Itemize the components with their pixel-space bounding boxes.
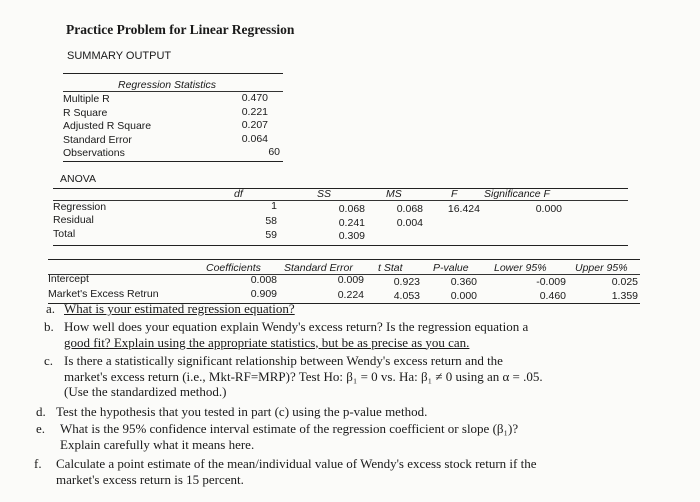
summary-output-heading: SUMMARY OUTPUT — [67, 50, 172, 62]
coef-value: 0.008 — [250, 274, 277, 286]
coef-lower-95: 0.460 — [539, 290, 566, 302]
question-line: What is your estimated regression equation? — [64, 301, 295, 316]
question-label: a. — [46, 301, 56, 316]
anova-ss: 0.309 — [338, 230, 365, 242]
coef-t-stat: 0.923 — [393, 276, 420, 288]
regression-statistics-header: Regression Statistics — [118, 79, 217, 91]
anova-header-ss: SS — [317, 188, 332, 200]
coef-header-p-value: P-value — [433, 262, 469, 274]
question-label: e. — [36, 421, 46, 436]
question-line: How well does your equation explain Wendy's excess return? Is the regression equation a — [64, 319, 529, 334]
question-line: Calculate a point estimate of the mean/individual value of Wendy's excess stock return if the — [56, 456, 537, 471]
coef-standard-error: 0.009 — [337, 274, 364, 286]
question-line: Test the hypothesis that you tested in part (c) using the p-value method. — [56, 404, 428, 419]
anova-ss: 0.068 — [338, 203, 365, 215]
stat-value: 0.470 — [241, 92, 268, 104]
stat-label: R Square — [63, 107, 108, 119]
anova-df: 58 — [265, 215, 277, 227]
stat-label: Standard Error — [63, 134, 132, 146]
question-line: good fit? Explain using the appropriate statistics, but be as precise as you can. — [64, 334, 470, 350]
coef-standard-error: 0.224 — [337, 289, 364, 301]
question-label: d. — [36, 404, 46, 419]
coef-header-t-stat: t Stat — [378, 262, 403, 274]
coef-row-label: Market's Excess Retrun — [48, 288, 159, 300]
anova-ms: 0.068 — [396, 203, 423, 215]
question-e — [36, 421, 518, 452]
coef-header-standard-error: Standard Error — [284, 262, 353, 274]
page-title: Practice Problem for Linear Regression — [66, 22, 295, 37]
coef-upper-95: 0.025 — [611, 276, 638, 288]
coef-lower-95: -0.009 — [536, 276, 566, 288]
coef-value: 0.909 — [250, 288, 277, 300]
question-label: c. — [44, 353, 54, 368]
anova-df: 1 — [271, 200, 277, 212]
question-b — [44, 319, 528, 350]
anova-row-label: Residual — [53, 214, 94, 226]
anova-row-label: Regression — [53, 201, 107, 213]
question-label: b. — [44, 319, 54, 334]
question-line: Explain carefully what it means here. — [60, 436, 255, 452]
anova-f: 16.424 — [447, 203, 480, 215]
anova-header-ms: MS — [386, 188, 402, 200]
stat-value: 60 — [268, 146, 280, 158]
stat-value: 0.207 — [241, 119, 268, 131]
anova-ss: 0.241 — [338, 217, 365, 229]
coef-t-stat: 4.053 — [393, 290, 420, 302]
coef-upper-95: 1.359 — [611, 290, 638, 302]
coef-header-coefficients: Coefficients — [206, 262, 261, 274]
question-line: (Use the standardized method.) — [64, 384, 227, 399]
anova-header-df: df — [234, 188, 243, 200]
question-line: market's excess return (i.e., Mkt-RF=MRP)? Test Ho: β₁ = 0 vs. Ha: β₁ ≠ 0 using an α = .05. — [64, 368, 543, 384]
stat-label: Multiple R — [63, 93, 110, 105]
stat-value: 0.064 — [241, 133, 268, 145]
stat-label: Adjusted R Square — [63, 120, 152, 132]
coef-row-label: Intercept — [48, 273, 89, 285]
anova-header-f: F — [451, 188, 458, 200]
question-line: market's excess return is 15 percent. — [56, 471, 244, 487]
coef-header-lower-95: Lower 95% — [494, 262, 547, 274]
anova-row-label: Total — [53, 228, 76, 240]
coef-header-upper-95: Upper 95% — [575, 262, 628, 274]
question-c — [44, 353, 543, 400]
anova-df: 59 — [265, 229, 277, 241]
anova-title: ANOVA — [60, 173, 96, 185]
question-line: Is there a statistically significant relationship between Wendy's excess return and the — [64, 353, 503, 368]
question-a — [46, 301, 295, 317]
question-f — [34, 456, 536, 487]
anova-ms: 0.004 — [396, 217, 423, 229]
question-d — [36, 404, 427, 420]
stat-label: Observations — [63, 147, 125, 159]
coef-p-value: 0.360 — [450, 276, 477, 288]
question-label: f. — [34, 456, 42, 471]
anova-significance-f: 0.000 — [535, 203, 562, 215]
stat-value: 0.221 — [241, 106, 268, 118]
question-line: What is the 95% confidence interval estimate of the regression coefficient or slope (β₁)? — [60, 421, 519, 436]
coef-p-value: 0.000 — [450, 290, 477, 302]
anova-header-significance-f: Significance F — [484, 188, 550, 200]
